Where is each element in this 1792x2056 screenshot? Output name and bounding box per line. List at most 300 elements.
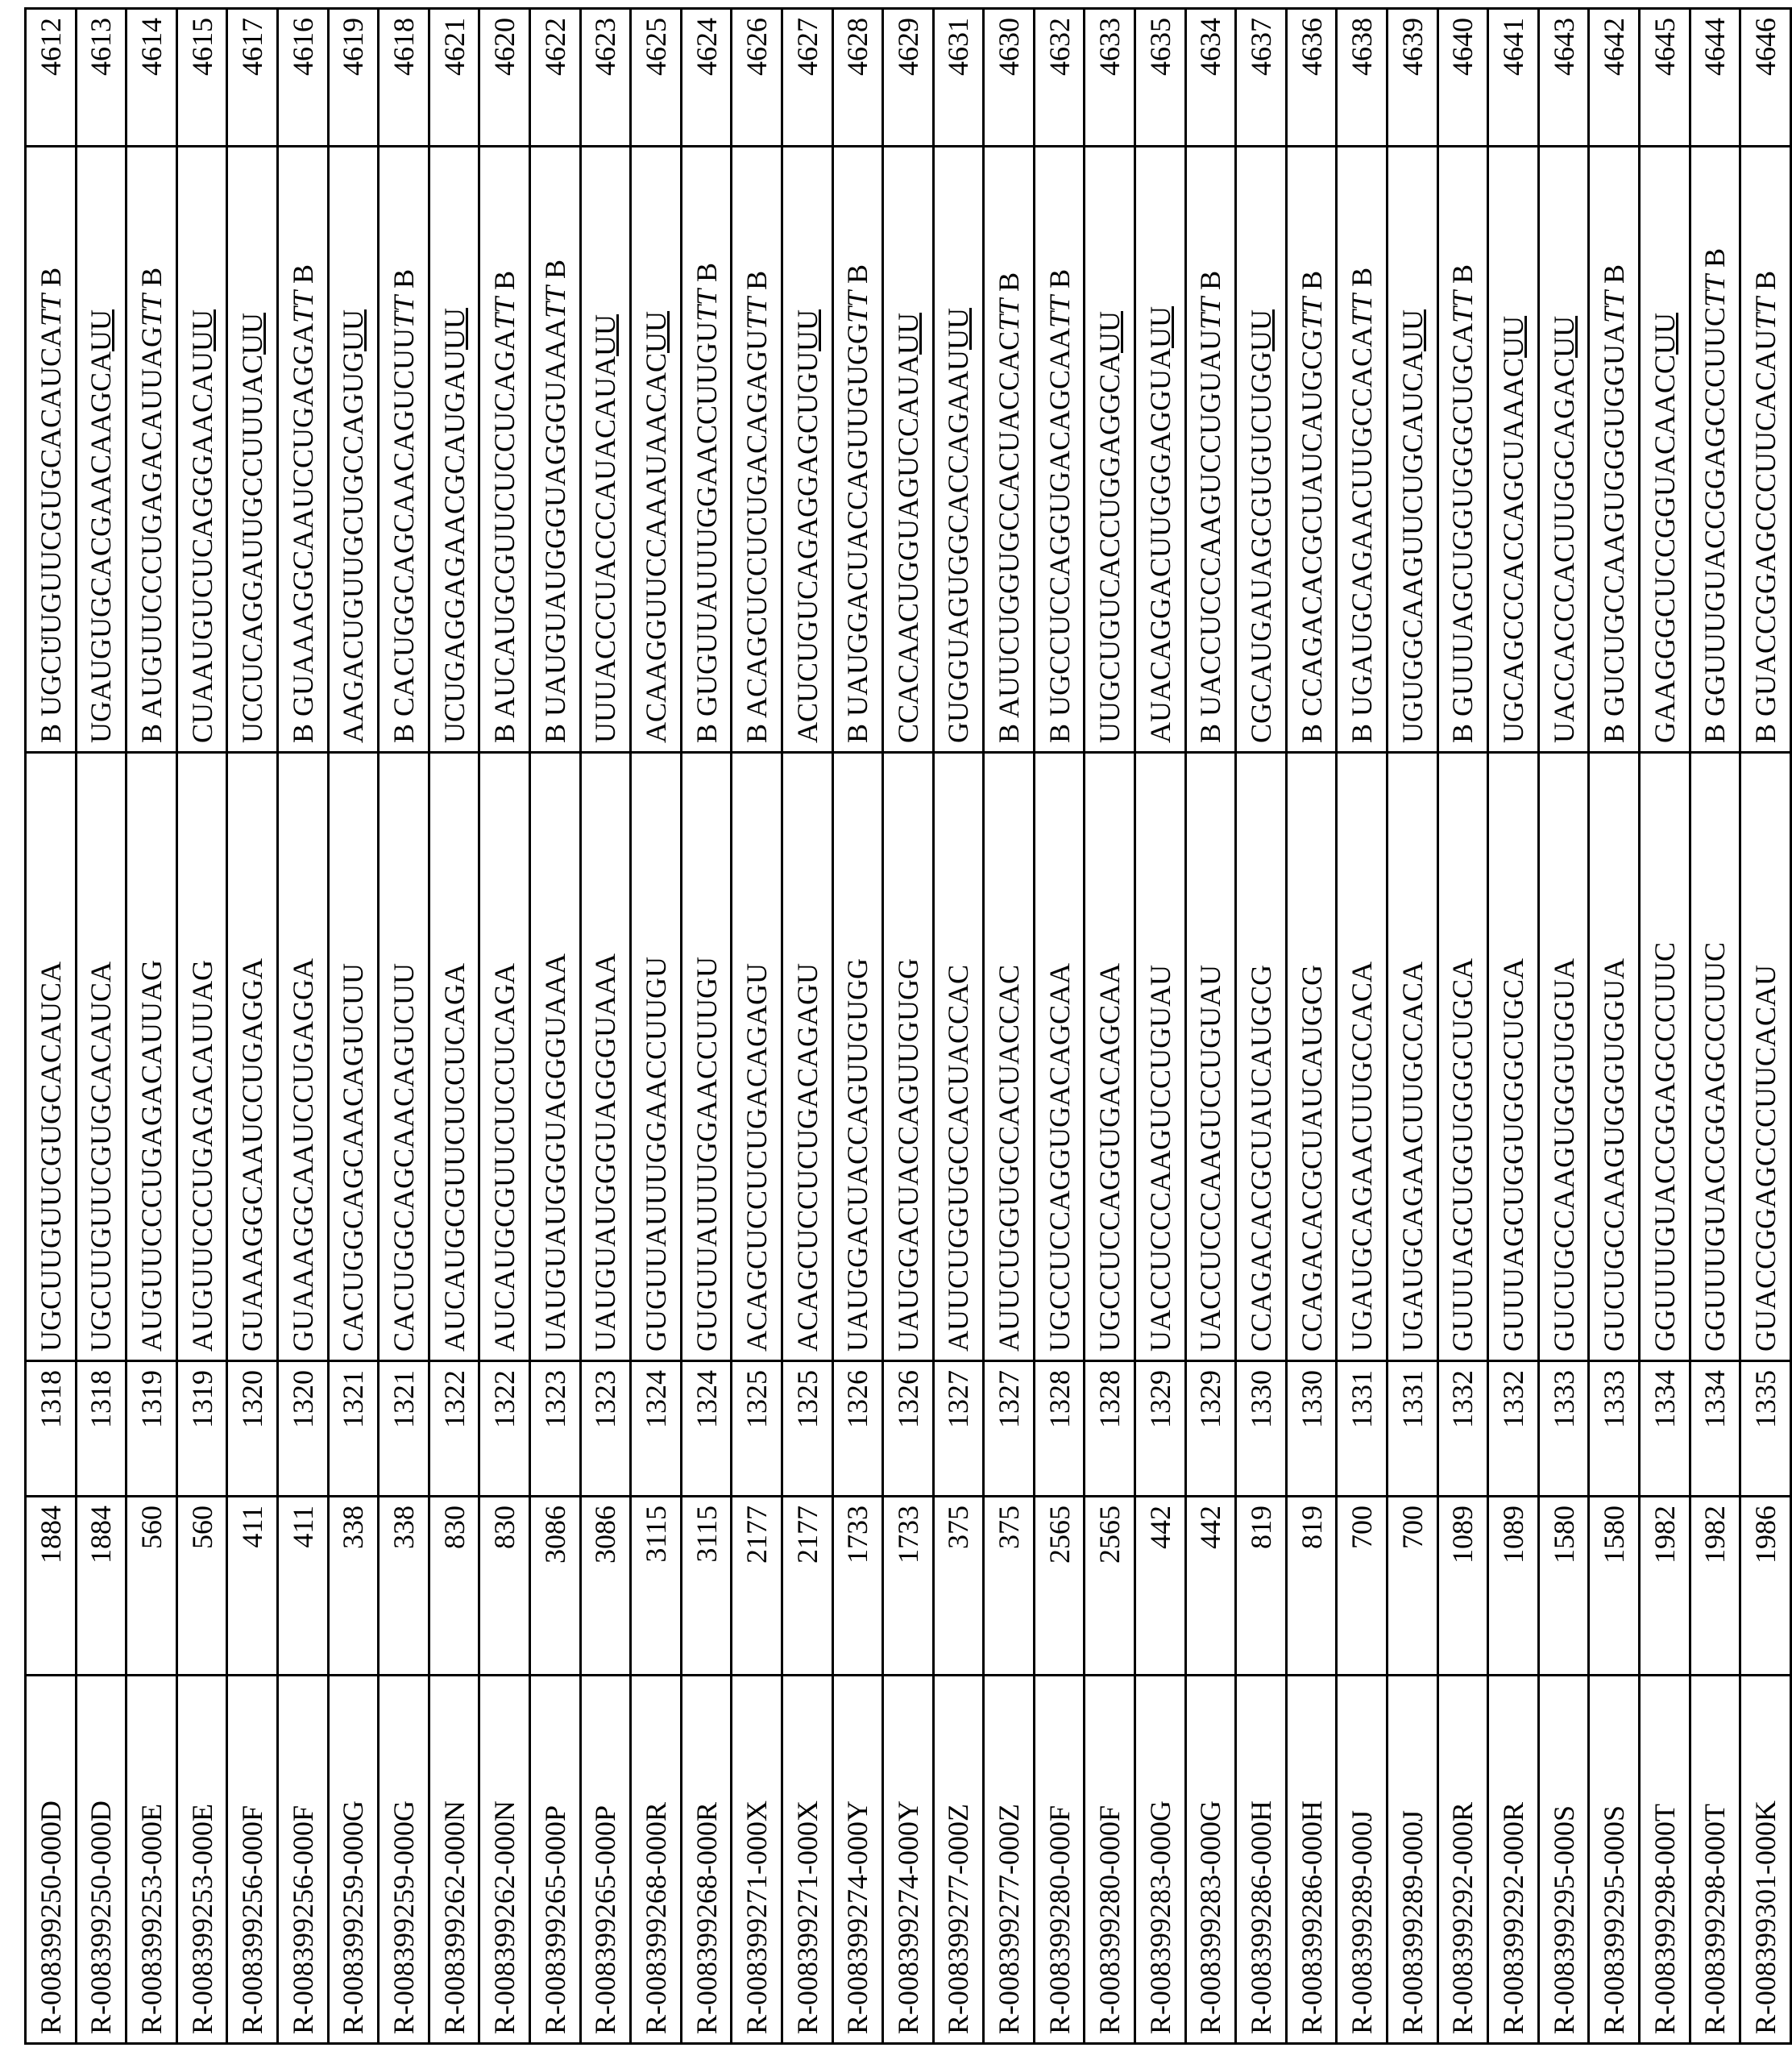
position-cell: 411 bbox=[227, 1497, 278, 1676]
position-cell: 411 bbox=[277, 1497, 328, 1676]
compound-id-cell: R-008399256-000F bbox=[277, 1676, 328, 2044]
modified-sequence-cell bbox=[479, 147, 530, 753]
site-cell: 1320 bbox=[277, 1361, 328, 1497]
position-cell: 1733 bbox=[883, 1497, 934, 1676]
target-sequence-cell: AUCAUGCGUUCUCCUCAGA bbox=[479, 753, 530, 1361]
target-sequence-cell: GUCUGCCAAGUGGGUGGUA bbox=[1538, 753, 1589, 1361]
table-row bbox=[1034, 9, 1085, 2044]
position-cell: 375 bbox=[933, 1497, 984, 1676]
compound-id-cell: R-008399283-000G bbox=[1185, 1676, 1236, 2044]
modified-sequence-cell bbox=[76, 147, 127, 753]
modified-sequence-main: CCACAACUGGUAGUCCAUA bbox=[891, 354, 924, 743]
modified-sequence-main: B GUCUGCCAAGUGGGUGGUA bbox=[1598, 322, 1631, 743]
modified-sequence-cell bbox=[1236, 147, 1287, 753]
compound-id-cell: R-008399280-000F bbox=[1085, 1676, 1135, 2044]
position-cell: 442 bbox=[1135, 1497, 1186, 1676]
modified-sequence-cell bbox=[379, 147, 429, 753]
position-cell: 560 bbox=[127, 1497, 177, 1676]
seq-id-cell: 4620 bbox=[479, 9, 530, 147]
modified-sequence-cell bbox=[277, 147, 328, 753]
modified-sequence-cell bbox=[1388, 147, 1438, 753]
table-row bbox=[379, 9, 429, 2044]
modified-sequence-main: B GUGUUAUUUGGAACCUUGU bbox=[690, 321, 723, 743]
modified-sequence-main: B UGCCUCCAGGUGACAGCAA bbox=[1043, 327, 1076, 743]
site-cell: 1319 bbox=[127, 1361, 177, 1497]
compound-id-cell: R-008399292-000R bbox=[1437, 1676, 1488, 2044]
modified-sequence-main: UCUGAGGAGAACGCAUGAU bbox=[438, 349, 471, 743]
modified-sequence-main: ACUCUGUCAGAGGAGCUGU bbox=[790, 351, 823, 743]
modified-sequence-main: UUGCUGUCACCUGGAGGCA bbox=[1093, 352, 1126, 743]
table-row bbox=[1185, 9, 1236, 2044]
seq-id-cell: 4622 bbox=[529, 9, 580, 147]
target-sequence-cell: UACCUCCCAAGUCCUGUAU bbox=[1185, 753, 1236, 1361]
site-cell: 1334 bbox=[1690, 1361, 1740, 1497]
position-cell: 375 bbox=[984, 1497, 1035, 1676]
site-cell: 1324 bbox=[631, 1361, 682, 1497]
table-row bbox=[681, 9, 732, 2044]
compound-id-cell: R-008399298-000T bbox=[1640, 1676, 1690, 2044]
seq-id-cell: 4633 bbox=[1085, 9, 1135, 147]
table-row bbox=[1388, 9, 1438, 2044]
underlined-overhang: UU bbox=[1143, 306, 1176, 348]
site-cell: 1335 bbox=[1740, 1361, 1791, 1497]
end-cap: B bbox=[841, 264, 874, 291]
deoxy-overhang: TT bbox=[1194, 297, 1227, 330]
seq-id-cell: 4617 bbox=[227, 9, 278, 147]
compound-id-cell: R-008399274-000Y bbox=[832, 1676, 883, 2044]
deoxy-overhang: TT bbox=[1346, 293, 1379, 326]
end-cap: B bbox=[1295, 270, 1328, 297]
site-cell: 1322 bbox=[429, 1361, 479, 1497]
site-cell: 1327 bbox=[933, 1361, 984, 1497]
table-row bbox=[832, 9, 883, 2044]
deoxy-overhang: TT bbox=[538, 285, 571, 319]
site-cell: 1320 bbox=[227, 1361, 278, 1497]
end-cap: B bbox=[135, 267, 168, 294]
modified-sequence-main: ACAAGGUUCCAAAUAACAC bbox=[639, 352, 672, 743]
target-sequence-cell: GGUUUGUACCGGAGCCCUUC bbox=[1690, 753, 1740, 1361]
table-row bbox=[1337, 9, 1388, 2044]
compound-id-cell: R-008399253-000E bbox=[127, 1676, 177, 2044]
modified-sequence-cell bbox=[681, 147, 732, 753]
compound-id-cell: R-008399301-000K bbox=[1740, 1676, 1791, 2044]
seq-id-cell: 4634 bbox=[1185, 9, 1236, 147]
target-sequence-cell: GUGUUAUUUGGAACCUUGU bbox=[681, 753, 732, 1361]
underlined-overhang: UU bbox=[1093, 310, 1126, 353]
end-cap: B bbox=[1748, 270, 1782, 297]
table-row bbox=[631, 9, 682, 2044]
modified-sequence-cell bbox=[176, 147, 227, 753]
site-cell: 1323 bbox=[580, 1361, 631, 1497]
modified-sequence-cell bbox=[580, 147, 631, 753]
table-row bbox=[1085, 9, 1135, 2044]
modified-sequence-main: B AUUCUGGUGCCACUACCAC bbox=[993, 330, 1026, 743]
deoxy-overhang: TT bbox=[740, 297, 774, 330]
modified-sequence-main: B UGAUGCAGAACUUGCCACA bbox=[1346, 326, 1379, 743]
position-cell: 830 bbox=[479, 1497, 530, 1676]
seq-id-cell: 4638 bbox=[1337, 9, 1388, 147]
position-cell: 1089 bbox=[1437, 1497, 1488, 1676]
compound-id-cell: R-008399259-000G bbox=[379, 1676, 429, 2044]
table-row bbox=[933, 9, 984, 2044]
modified-sequence-main: B GUUUAGCUGGUGGGCUGCA bbox=[1446, 322, 1479, 743]
seq-id-cell: 4637 bbox=[1236, 9, 1287, 147]
table-row bbox=[127, 9, 177, 2044]
modified-sequence-main: UACCACCCACUUGGCAGAC bbox=[1547, 357, 1580, 743]
table-row bbox=[76, 9, 127, 2044]
position-cell: 1089 bbox=[1488, 1497, 1539, 1676]
seq-id-cell: 4645 bbox=[1640, 9, 1690, 147]
deoxy-overhang: TT bbox=[1748, 297, 1782, 330]
site-cell: 1318 bbox=[76, 1361, 127, 1497]
position-cell: 338 bbox=[328, 1497, 379, 1676]
target-sequence-cell: AUGUUCCCUGAGACAUUAG bbox=[127, 753, 177, 1361]
deoxy-overhang: TT bbox=[1446, 290, 1479, 323]
seq-id-cell: 4644 bbox=[1690, 9, 1740, 147]
target-sequence-cell: AUCAUGCGUUCUCCUCAGA bbox=[429, 753, 479, 1361]
underlined-overhang: UU bbox=[589, 314, 622, 356]
site-cell: 1331 bbox=[1337, 1361, 1388, 1497]
target-sequence-cell: CACUGGCAGCAACAGUCUU bbox=[379, 753, 429, 1361]
modified-sequence-cell bbox=[1034, 147, 1085, 753]
position-cell: 3115 bbox=[631, 1497, 682, 1676]
seq-id-cell: 4612 bbox=[26, 9, 77, 147]
modified-sequence-main: UGCAGCCCACCAGCUAAAC bbox=[1497, 357, 1530, 743]
deoxy-overhang: TT bbox=[34, 293, 67, 326]
position-cell: 2565 bbox=[1034, 1497, 1085, 1676]
modified-sequence-cell bbox=[429, 147, 479, 753]
target-sequence-cell: AUUCUGGUGCCACUACCAC bbox=[933, 753, 984, 1361]
end-cap: B bbox=[1699, 247, 1732, 275]
position-cell: 819 bbox=[1286, 1497, 1337, 1676]
compound-id-cell: R-008399265-000P bbox=[580, 1676, 631, 2044]
modified-sequence-cell bbox=[328, 147, 379, 753]
underlined-overhang: UU bbox=[1245, 309, 1278, 351]
end-cap: B bbox=[488, 270, 521, 297]
compound-id-cell: R-008399277-000Z bbox=[984, 1676, 1035, 2044]
position-cell: 700 bbox=[1337, 1497, 1388, 1676]
compound-id-cell: R-008399283-000G bbox=[1135, 1676, 1186, 2044]
compound-id-cell: R-008399256-000F bbox=[227, 1676, 278, 2044]
deoxy-overhang: TT bbox=[1699, 274, 1732, 307]
modified-sequence-cell bbox=[26, 147, 77, 753]
target-sequence-cell: UACCUCCCAAGUCCUGUAU bbox=[1135, 753, 1186, 1361]
seq-id-cell: 4632 bbox=[1034, 9, 1085, 147]
position-cell: 830 bbox=[429, 1497, 479, 1676]
seq-id-cell: 4631 bbox=[933, 9, 984, 147]
compound-id-cell: R-008399262-000N bbox=[429, 1676, 479, 2044]
modified-sequence-main: UGUGGCAAGUUCUGCAUCA bbox=[1396, 351, 1429, 743]
modified-sequence-cell bbox=[832, 147, 883, 753]
seq-id-cell: 4642 bbox=[1589, 9, 1640, 147]
modified-sequence-cell bbox=[732, 147, 782, 753]
position-cell: 1982 bbox=[1690, 1497, 1740, 1676]
compound-id-cell: R-008399292-000R bbox=[1488, 1676, 1539, 2044]
deoxy-overhang: TT bbox=[1598, 290, 1631, 323]
target-sequence-cell: CACUGGCAGCAACAGUCUU bbox=[328, 753, 379, 1361]
table-row bbox=[1236, 9, 1287, 2044]
target-sequence-cell: GUCUGCCAAGUGGGUGGUA bbox=[1589, 753, 1640, 1361]
modified-sequence-cell bbox=[631, 147, 682, 753]
table-row bbox=[277, 9, 328, 2044]
site-cell: 1329 bbox=[1135, 1361, 1186, 1497]
compound-id-cell: R-008399289-000J bbox=[1337, 1676, 1388, 2044]
compound-id-cell: R-008399271-000X bbox=[732, 1676, 782, 2044]
modified-sequence-cell bbox=[984, 147, 1035, 753]
position-cell: 2177 bbox=[732, 1497, 782, 1676]
seq-id-cell: 4626 bbox=[732, 9, 782, 147]
table-row bbox=[1538, 9, 1589, 2044]
target-sequence-cell: UAUGUAUGGGUAGGGUAAA bbox=[529, 753, 580, 1361]
position-cell: 1986 bbox=[1740, 1497, 1791, 1676]
modified-sequence-cell bbox=[782, 147, 832, 753]
modified-sequence-cell bbox=[1185, 147, 1236, 753]
site-cell: 1330 bbox=[1286, 1361, 1337, 1497]
target-sequence-cell: UGAUGCAGAACUUGCCACA bbox=[1388, 753, 1438, 1361]
position-cell: 2177 bbox=[782, 1497, 832, 1676]
modified-sequence-cell bbox=[1640, 147, 1690, 753]
modified-sequence-main: GAAGGGCUCCGGUACAACC bbox=[1648, 354, 1681, 743]
position-cell: 1580 bbox=[1589, 1497, 1640, 1676]
underlined-overhang: UU bbox=[1547, 315, 1580, 358]
compound-id-cell: R-008399262-000N bbox=[479, 1676, 530, 2044]
rotated-page bbox=[24, 10, 1782, 2045]
compound-id-cell: R-008399274-000Y bbox=[883, 1676, 934, 2044]
modified-sequence-main: B UGCUUGUUCGUGCACAUCA bbox=[34, 326, 67, 743]
modified-sequence-main: UUUACCCUACCCAUACAUA bbox=[589, 355, 622, 743]
underlined-overhang: UU bbox=[236, 312, 269, 355]
table-row bbox=[580, 9, 631, 2044]
modified-sequence-main: B GGUUUGUACCGGAGCCCUUC bbox=[1699, 306, 1732, 743]
modified-sequence-cell bbox=[1085, 147, 1135, 753]
modified-sequence-main: B AUGUUCCCUGAGACAUUAG bbox=[135, 326, 168, 743]
underlined-overhang: UU bbox=[1648, 312, 1681, 355]
modified-sequence-cell bbox=[883, 147, 934, 753]
site-cell: 1328 bbox=[1085, 1361, 1135, 1497]
modified-sequence-cell bbox=[1488, 147, 1539, 753]
position-cell: 2565 bbox=[1085, 1497, 1135, 1676]
table-row bbox=[479, 9, 530, 2044]
table-row bbox=[26, 9, 77, 2044]
table-row bbox=[1488, 9, 1539, 2044]
table-row bbox=[1589, 9, 1640, 2044]
seq-id-cell: 4624 bbox=[681, 9, 732, 147]
site-cell: 1325 bbox=[732, 1361, 782, 1497]
table-row bbox=[176, 9, 227, 2044]
modified-sequence-main: GUGGUAGUGGCACCAGAAU bbox=[942, 349, 975, 743]
modified-sequence-main: B AUCAUGCGUUCUCCUCAGA bbox=[488, 329, 521, 743]
seq-id-cell: 4630 bbox=[984, 9, 1035, 147]
underlined-overhang: UU bbox=[85, 309, 118, 351]
modified-sequence-main: B ACAGCUCCUCUGACAGAGU bbox=[740, 329, 774, 743]
end-cap: B bbox=[1043, 268, 1076, 296]
site-cell: 1330 bbox=[1236, 1361, 1287, 1497]
compound-id-cell: R-008399271-000X bbox=[782, 1676, 832, 2044]
seq-id-cell: 4639 bbox=[1388, 9, 1438, 147]
modified-sequence-cell bbox=[529, 147, 580, 753]
site-cell: 1318 bbox=[26, 1361, 77, 1497]
deoxy-overhang: TT bbox=[135, 293, 168, 326]
seq-id-cell: 4646 bbox=[1740, 9, 1791, 147]
deoxy-overhang: TT bbox=[993, 298, 1026, 331]
target-sequence-cell: ACAGCUCCUCUGACAGAGU bbox=[782, 753, 832, 1361]
target-sequence-cell: UAUGGACUACCAGUUGUGG bbox=[883, 753, 934, 1361]
compound-id-cell: R-008399286-000H bbox=[1286, 1676, 1337, 2044]
end-cap: B bbox=[387, 268, 420, 296]
seq-id-cell: 4627 bbox=[782, 9, 832, 147]
end-cap: B bbox=[690, 262, 723, 289]
seq-id-cell: 4629 bbox=[883, 9, 934, 147]
site-cell: 1321 bbox=[379, 1361, 429, 1497]
position-cell: 442 bbox=[1185, 1497, 1236, 1676]
site-cell: 1326 bbox=[883, 1361, 934, 1497]
site-cell: 1329 bbox=[1185, 1361, 1236, 1497]
table-row bbox=[1640, 9, 1690, 2044]
site-cell: 1327 bbox=[984, 1361, 1035, 1497]
table-row bbox=[227, 9, 278, 2044]
site-cell: 1334 bbox=[1640, 1361, 1690, 1497]
site-cell: 1333 bbox=[1589, 1361, 1640, 1497]
site-cell: 1328 bbox=[1034, 1361, 1085, 1497]
target-sequence-cell: UAUGGACUACCAGUUGUGG bbox=[832, 753, 883, 1361]
position-cell: 560 bbox=[176, 1497, 227, 1676]
target-sequence-cell: CCAGACACGCUAUCAUGCG bbox=[1286, 753, 1337, 1361]
site-cell: 1331 bbox=[1388, 1361, 1438, 1497]
target-sequence-cell: GUGUUAUUUGGAACCUUGU bbox=[631, 753, 682, 1361]
compound-id-cell: R-008399277-000Z bbox=[933, 1676, 984, 2044]
underlined-overhang: UU bbox=[1497, 315, 1530, 358]
compound-id-cell: R-008399280-000F bbox=[1034, 1676, 1085, 2044]
underlined-overhang: UU bbox=[639, 310, 672, 353]
modified-sequence-cell bbox=[227, 147, 278, 753]
sirna-sequence-table bbox=[24, 7, 1792, 2045]
target-sequence-cell: UGCCUCCAGGUGACAGCAA bbox=[1034, 753, 1085, 1361]
table-row bbox=[1690, 9, 1740, 2044]
site-cell: 1332 bbox=[1488, 1361, 1539, 1497]
underlined-overhang: UU bbox=[942, 307, 975, 350]
site-cell: 1319 bbox=[176, 1361, 227, 1497]
target-sequence-cell: GUAAAGGCAAUCCUGAGGA bbox=[227, 753, 278, 1361]
site-cell: 1332 bbox=[1437, 1361, 1488, 1497]
underlined-overhang: UU bbox=[438, 307, 471, 350]
modified-sequence-cell bbox=[1337, 147, 1388, 753]
seq-id-cell: 4636 bbox=[1286, 9, 1337, 147]
site-cell: 1322 bbox=[479, 1361, 530, 1497]
table-row bbox=[1437, 9, 1488, 2044]
position-cell: 1884 bbox=[26, 1497, 77, 1676]
target-sequence-cell: AUUCUGGUGCCACUACCAC bbox=[984, 753, 1035, 1361]
deoxy-overhang: TT bbox=[488, 297, 521, 330]
modified-sequence-main: B CCAGACACGCUAUCAUGCG bbox=[1295, 329, 1328, 743]
deoxy-overhang: TT bbox=[1043, 295, 1076, 328]
position-cell: 1884 bbox=[76, 1497, 127, 1676]
target-sequence-cell: UGCUUGUUCGUGCACAUCA bbox=[76, 753, 127, 1361]
seq-id-cell: 4635 bbox=[1135, 9, 1186, 147]
compound-id-cell: R-008399298-000T bbox=[1690, 1676, 1740, 2044]
seq-id-cell: 4615 bbox=[176, 9, 227, 147]
modified-sequence-cell bbox=[1286, 147, 1337, 753]
target-sequence-cell: UGCUUGUUCGUGCACAUCA bbox=[26, 753, 77, 1361]
compound-id-cell: R-008399289-000J bbox=[1388, 1676, 1438, 2044]
seq-id-cell: 4643 bbox=[1538, 9, 1589, 147]
end-cap: B bbox=[538, 259, 571, 286]
table-row bbox=[883, 9, 934, 2044]
end-cap: B bbox=[1446, 264, 1479, 291]
modified-sequence-main: B UACCUCCCAAGUCCUGUAU bbox=[1194, 329, 1227, 743]
compound-id-cell: R-008399253-000E bbox=[176, 1676, 227, 2044]
deoxy-overhang: TT bbox=[1295, 297, 1328, 330]
position-cell: 1733 bbox=[832, 1497, 883, 1676]
site-cell: 1325 bbox=[782, 1361, 832, 1497]
position-cell: 338 bbox=[379, 1497, 429, 1676]
site-cell: 1324 bbox=[681, 1361, 732, 1497]
compound-id-cell: R-008399259-000G bbox=[328, 1676, 379, 2044]
modified-sequence-cell bbox=[1135, 147, 1186, 753]
underlined-overhang: UU bbox=[337, 309, 370, 351]
modified-sequence-main: B GUACCGGAGCCCUUCACAU bbox=[1748, 329, 1782, 743]
compound-id-cell: R-008399268-000R bbox=[631, 1676, 682, 2044]
modified-sequence-main: UGAUGUGCACGAACAAGCA bbox=[85, 351, 118, 743]
table-row bbox=[782, 9, 832, 2044]
target-sequence-cell: GUAAAGGCAAUCCUGAGGA bbox=[277, 753, 328, 1361]
deoxy-overhang: TT bbox=[690, 289, 723, 322]
compound-id-cell: R-008399295-000S bbox=[1589, 1676, 1640, 2044]
modified-sequence-cell bbox=[1690, 147, 1740, 753]
target-sequence-cell: UGCCUCCAGGUGACAGCAA bbox=[1085, 753, 1135, 1361]
seq-id-cell: 4618 bbox=[379, 9, 429, 147]
table-row bbox=[529, 9, 580, 2044]
end-cap: B bbox=[1346, 267, 1379, 294]
seq-id-cell: 4625 bbox=[631, 9, 682, 147]
end-cap: B bbox=[286, 264, 319, 291]
position-cell: 3115 bbox=[681, 1497, 732, 1676]
compound-id-cell: R-008399286-000H bbox=[1236, 1676, 1287, 2044]
underlined-overhang: UU bbox=[1396, 309, 1429, 351]
target-sequence-cell: GUACCGGAGCCCUUCACAU bbox=[1740, 753, 1791, 1361]
target-sequence-cell: ACAGCUCCUCUGACAGAGU bbox=[732, 753, 782, 1361]
seq-id-cell: 4623 bbox=[580, 9, 631, 147]
modified-sequence-main: AUACAGGACUUGGGAGGUA bbox=[1143, 348, 1176, 743]
target-sequence-cell: GGUUUGUACCGGAGCCCUUC bbox=[1640, 753, 1690, 1361]
seq-id-cell: 4640 bbox=[1437, 9, 1488, 147]
seq-id-cell: 4628 bbox=[832, 9, 883, 147]
end-cap: B bbox=[740, 270, 774, 297]
table-row bbox=[429, 9, 479, 2044]
compound-id-cell: R-008399250-000D bbox=[26, 1676, 77, 2044]
modified-sequence-main: CUAAUGUCUCAGGGAACAU bbox=[185, 351, 218, 743]
end-cap: B bbox=[34, 267, 67, 294]
modified-sequence-cell bbox=[1740, 147, 1791, 753]
deoxy-overhang: TT bbox=[286, 290, 319, 323]
table-row bbox=[1135, 9, 1186, 2044]
seq-id-cell: 4619 bbox=[328, 9, 379, 147]
position-cell: 700 bbox=[1388, 1497, 1438, 1676]
modified-sequence-main: B UAUGGACUACCAGUUGUGG bbox=[841, 322, 874, 743]
position-cell: 1982 bbox=[1640, 1497, 1690, 1676]
table-row bbox=[328, 9, 379, 2044]
seq-id-cell: 4614 bbox=[127, 9, 177, 147]
seq-id-cell: 4616 bbox=[277, 9, 328, 147]
site-cell: 1326 bbox=[832, 1361, 883, 1497]
table-body bbox=[26, 9, 1791, 2044]
table-row bbox=[984, 9, 1035, 2044]
target-sequence-cell: UGAUGCAGAACUUGCCACA bbox=[1337, 753, 1388, 1361]
end-cap: B bbox=[993, 272, 1026, 299]
position-cell: 3086 bbox=[529, 1497, 580, 1676]
table-row bbox=[732, 9, 782, 2044]
modified-sequence-main: CGCAUGAUAGCGUGUCUGG bbox=[1245, 351, 1278, 743]
compound-id-cell: R-008399295-000S bbox=[1538, 1676, 1589, 2044]
